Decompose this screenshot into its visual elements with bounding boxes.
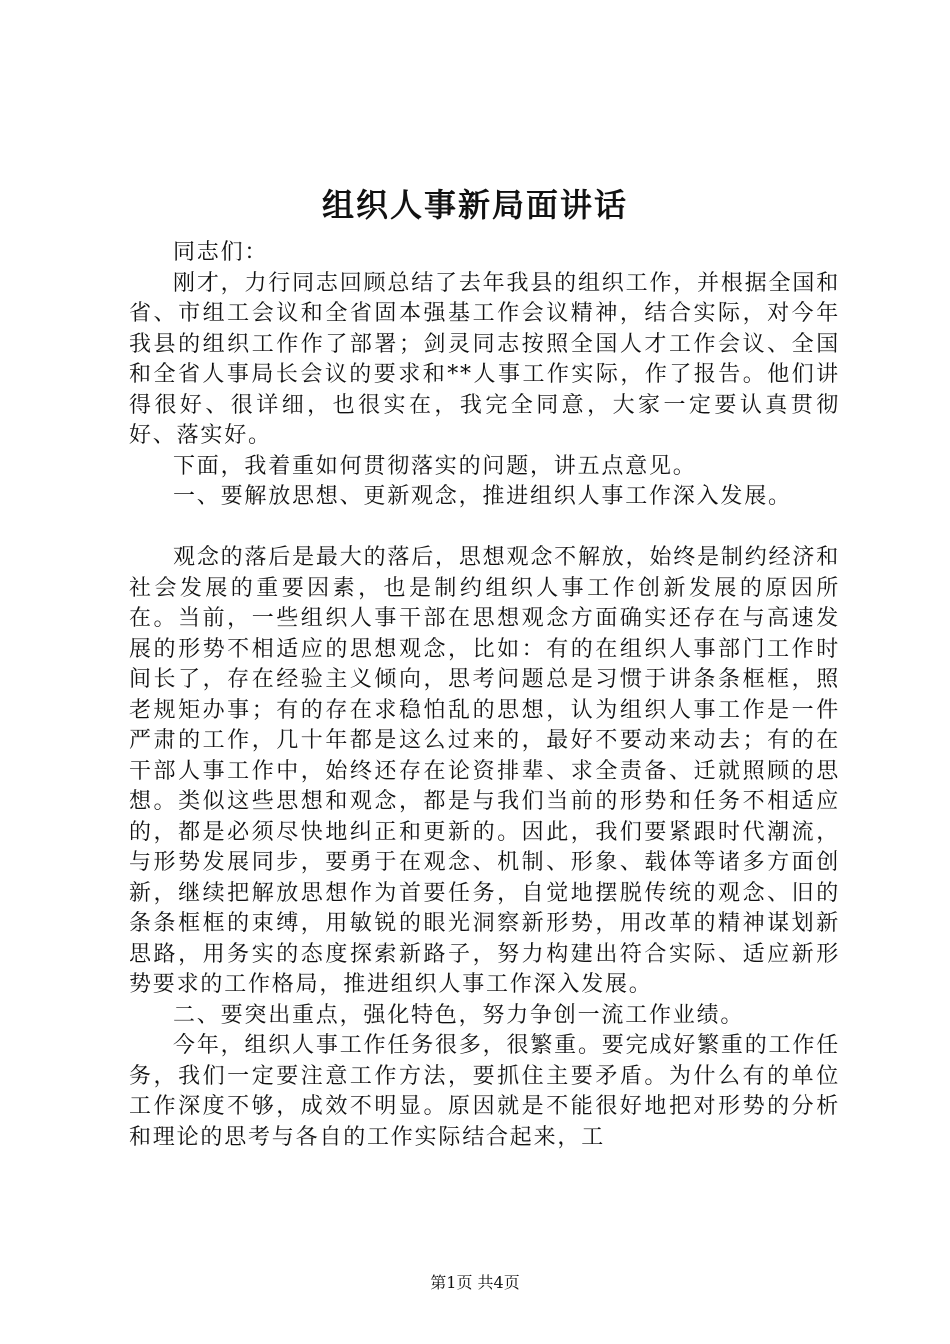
paragraph-outline: 下面，我着重如何贯彻落实的问题，讲五点意见。 bbox=[173, 453, 697, 479]
document-title: 组织人事新局面讲话 bbox=[321, 186, 628, 224]
page-number-footer: 第1页 共4页 bbox=[430, 1273, 520, 1292]
section-2-body: 今年，组织人事工作任务很多，很繁重。要完成好繁重的工作任务，我们一定要注意工作方法，要抓住主要矛盾。为什么有的单位工作深度不够，成效不明显。原因就是不能很好地把对形势的分析和理论的思考与各自的工作实际结合起来，工 bbox=[129, 1033, 840, 1150]
document-body bbox=[129, 238, 840, 1153]
section-1-heading: 一、要解放思想、更新观念，推进组织人事工作深入发展。 bbox=[173, 484, 792, 509]
salutation: 同志们： bbox=[173, 240, 269, 265]
paragraph-opening: 刚才，力行同志回顾总结了去年我县的组织工作，并根据全国和省、市组工会议和全省固本强基工作会议精神，结合实际，对今年我县的组织工作作了部署；剑灵同志按照全国人才工作会议、全国和全省人事局长会议的要求和**人事工作实际，作了报告。他们讲得很好、很详细，也很实在，我完全同意，大家一定要认真贯彻好、落实好。 bbox=[129, 270, 840, 448]
section-1-body: 观念的落后是最大的落后，思想观念不解放，始终是制约经济和社会发展的重要因素，也是制约组织人事工作创新发展的原因所在。当前，一些组织人事干部在思想观念方面确实还存在与高速发展的形势不相适应的思想观念，比如：有的在组织人事部门工作时间长了，存在经验主义倾向，思考问题总是习惯于讲条条框框，照老规矩办事；有的存在求稳怕乱的思想，认为组织人事工作是一件严肃的工作，几十年都是这么过来的，最好不要动来动去；有的在干部人事工作中，始终还存在论资排辈、求全责备、迁就照顾的思想。类似这些思想和观念，都是与我们当前的形势和任务不相适应的，都是必须尽快地纠正和更新的。因此，我们要紧跟时代潮流，与形势发展同步，要勇于在观念、机制、形象、载体等诸多方面创新，继续把解放思想作为首要任务，自觉地摆脱传统的观念、旧的条条框框的束缚，用敏锐的眼光洞察新形势，用改革的精神谋划新思路，用务实的态度探索新路子，努力构建出符合实际、适应新形势要求的工作格局，推进组织人事工作深入发展。 bbox=[129, 545, 840, 997]
section-2-heading: 二、要突出重点，强化特色，努力争创一流工作业绩。 bbox=[173, 1002, 745, 1028]
